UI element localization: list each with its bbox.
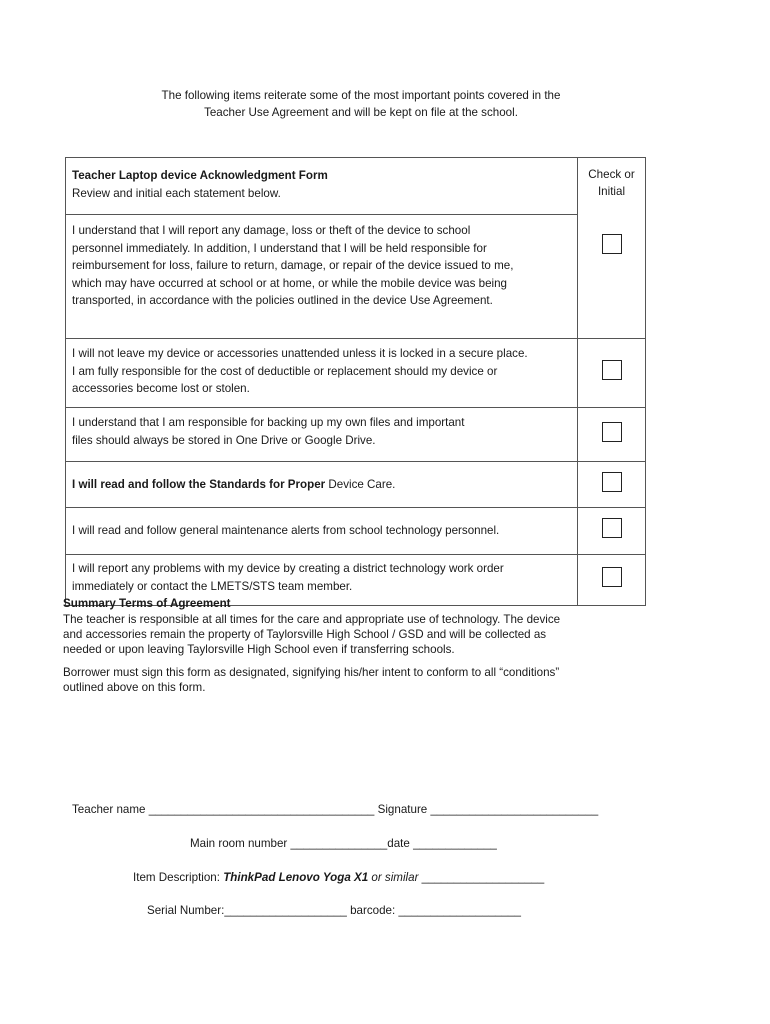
statement-row-1 [66, 215, 646, 339]
item-description-label: Item Description: [133, 871, 220, 884]
summary-paragraph-1 [63, 612, 663, 657]
statement-6-line: immediately or contact the LMETS/STS team member. [72, 579, 353, 593]
summary-section [63, 596, 663, 695]
check-cell-5 [578, 508, 646, 555]
teacher-name-label: Teacher name [72, 803, 146, 816]
initial-checkbox-6[interactable] [602, 567, 622, 587]
statement-5-line: I will read and follow general maintenance alerts from school technology personnel. [72, 524, 500, 538]
summary-paragraph-2 [63, 665, 663, 695]
signature-field[interactable]: __________________________ [430, 803, 599, 816]
barcode-field[interactable]: ___________________ [398, 904, 521, 917]
check-header-cell [578, 158, 646, 339]
statement-3-line: I understand that I am responsible for backing up my own files and important [72, 416, 465, 429]
item-description-suffix: or similar [371, 871, 419, 884]
item-description-value: ThinkPad Lenovo Yoga X1 [223, 871, 369, 884]
statement-2 [66, 339, 578, 408]
statement-5 [66, 508, 578, 555]
statement-1-line: personnel immediately. In addition, I understand that I will be held responsible for [72, 241, 487, 255]
statement-3-line: files should always be stored in One Drive or Google Drive. [72, 433, 376, 447]
signature-label: Signature [377, 803, 428, 816]
check-header-line-1: Check or [588, 168, 635, 181]
room-date-row [190, 837, 497, 850]
intro-line-2: Teacher Use Agreement and will be kept on file at the school. [204, 106, 518, 119]
serial-number-field[interactable]: ___________________ [224, 904, 347, 917]
date-field[interactable]: _____________ [413, 837, 497, 850]
statement-4-bold: I will read and follow the Standards for Proper [72, 477, 329, 491]
statement-6-line: I will report any problems with my device by creating a district technology work order [72, 562, 504, 575]
statement-row-5 [66, 508, 646, 555]
statement-4-normal: Device Care. [328, 477, 396, 491]
teacher-name-row [72, 803, 598, 816]
statement-1-line: I understand that I will report any damage, loss or theft of the device to school [72, 224, 471, 237]
summary-line: Borrower must sign this form as designated, signifying his/her intent to conform to all “conditions” [63, 666, 560, 679]
teacher-name-field[interactable]: ___________________________________ [148, 803, 375, 816]
check-cell-3 [578, 408, 646, 462]
serial-barcode-row [147, 904, 521, 917]
summary-line: and accessories remain the property of Taylorsville High School / GSD and will be collected as [63, 628, 547, 641]
statement-4 [66, 462, 578, 508]
check-cell-2 [578, 339, 646, 408]
statement-1-line: transported, in accordance with the policies outlined in the device Use Agreement. [72, 294, 493, 307]
statement-2-line: accessories become lost or stolen. [72, 382, 250, 395]
initial-checkbox-1[interactable] [602, 234, 622, 254]
form-header-row [66, 158, 646, 215]
statement-2-line: I am fully responsible for the cost of deductible or replacement should my device or [72, 364, 498, 378]
summary-line: needed or upon leaving Taylorsville High School even if transferring schools. [63, 643, 455, 656]
summary-line: outlined above on this form. [63, 681, 206, 694]
check-cell-4 [578, 462, 646, 508]
statement-1-line: reimbursement for loss, failure to return, damage, or repair of the device issued to me, [72, 259, 514, 272]
item-description-row [133, 871, 544, 884]
intro-line-1: The following items reiterate some of the most important points covered in the [161, 89, 561, 102]
statement-1 [66, 215, 578, 339]
summary-title: Summary Terms of Agreement [63, 597, 231, 610]
form-subtitle: Review and initial each statement below. [72, 186, 281, 200]
initial-checkbox-5[interactable] [602, 518, 622, 538]
item-description-field[interactable]: ___________________ [421, 871, 545, 884]
initial-checkbox-2[interactable] [602, 360, 622, 380]
date-label: date [387, 837, 410, 850]
barcode-label: barcode: [350, 904, 396, 917]
statement-row-2 [66, 339, 646, 408]
form-header-cell [66, 158, 578, 215]
form-title: Teacher Laptop device Acknowledgment Form [72, 169, 328, 182]
check-header-line-2: Initial [597, 185, 626, 198]
serial-number-label: Serial Number: [147, 904, 225, 917]
statement-2-line: I will not leave my device or accessories unattended unless it is locked in a secure place. [72, 347, 528, 360]
acknowledgment-form-table [65, 157, 646, 606]
intro-text [60, 87, 662, 121]
statement-1-line: which may have occurred at school or at home, or while the mobile device was being [72, 276, 507, 290]
room-number-field[interactable]: _______________ [290, 837, 388, 850]
statement-row-3 [66, 408, 646, 462]
summary-line: The teacher is responsible at all times for the care and appropriate use of technology. The device [63, 613, 561, 626]
initial-checkbox-3[interactable] [602, 422, 622, 442]
room-number-label: Main room number [190, 837, 288, 850]
statement-row-4 [66, 462, 646, 508]
statement-3 [66, 408, 578, 462]
initial-checkbox-4[interactable] [602, 472, 622, 492]
